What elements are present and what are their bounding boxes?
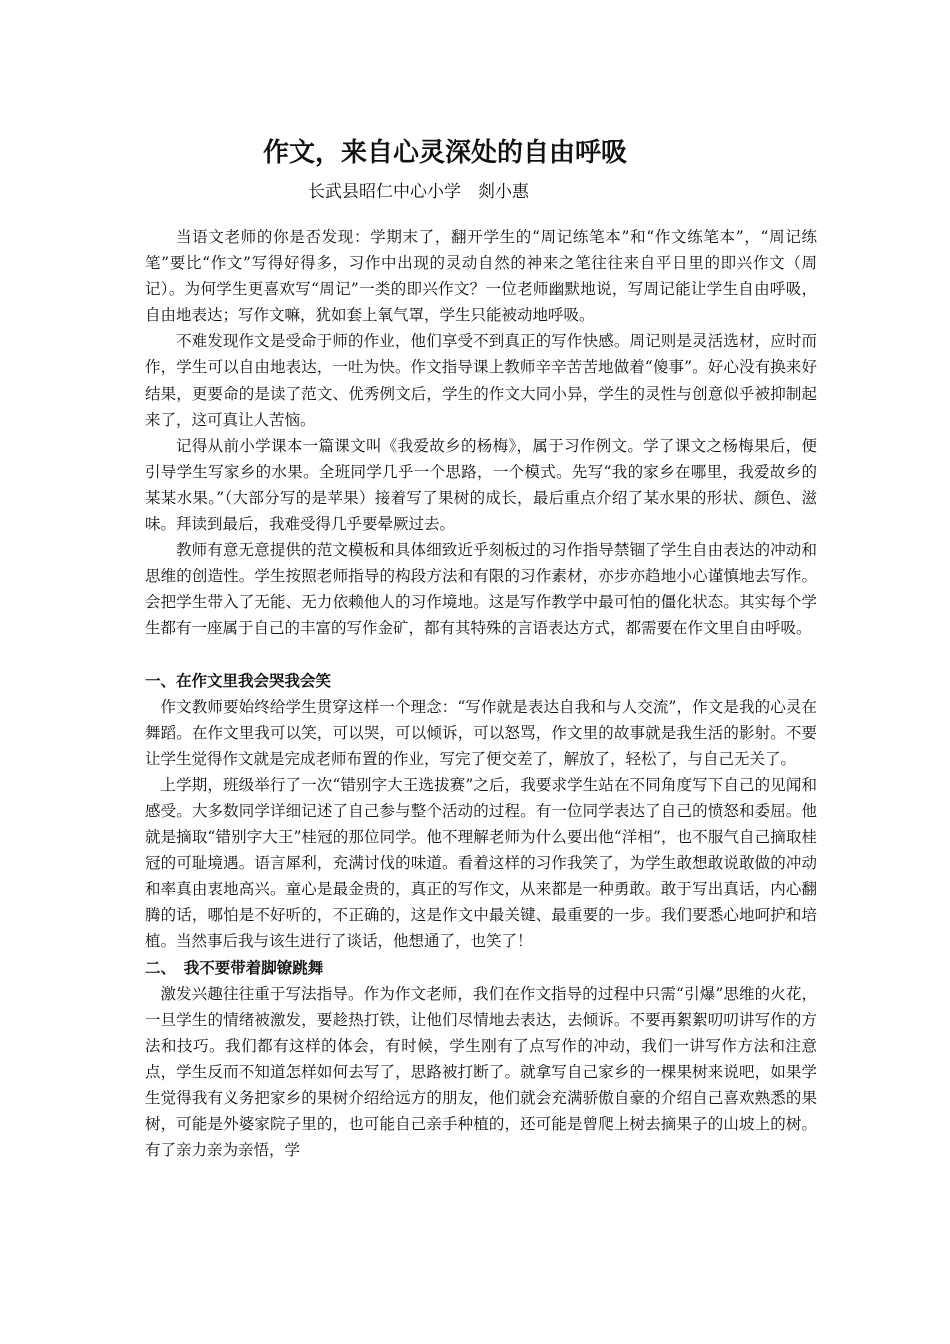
paragraph: 作文教师要始终给学生贯穿这样一个理念：“写作就是表达自我和与人交流”，作文是我的心灵在舞蹈。在作文里我可以笑，可以哭，可以倾诉，可以怒骂，作文里的故事就是我生活的影射。不要让学生觉得作文就是完成老师布置的作业，写完了便交差了，解放了，轻松了，与自己无关了。 <box>145 697 817 768</box>
author-line: 长武县昭仁中心小学 剡小惠 <box>308 182 529 202</box>
paragraph: 教师有意无意提供的范文模板和具体细致近乎刻板过的习作指导禁锢了学生自由表达的冲动和思维的创造性。学生按照老师指导的构段方法和有限的习作素材，亦步亦趋地小心谨慎地去写作。会把学生带入了无能、无力依赖他人的习作境地。这是写作教学中最可怕的僵化状态。其实每个学生都有一座属于自己的丰富的写作金矿，都有其特殊的言语表达方式，都需要在作文里自由呼吸。 <box>145 541 817 638</box>
document-body <box>145 224 817 1163</box>
paragraph: 上学期，班级举行了一次“错别字大王选拔赛”之后，我要求学生站在不同角度写下自己的见闻和感受。大多数同学详细记述了自己参与整个活动的过程。有一位同学表达了自己的愤怒和委屈。他就是摘取“错别字大王”桂冠的那位同学。他不理解老师为什么要出他“洋相”，也不服气自己摘取桂冠的可耻境遇。语言犀利，充满讨伐的味道。看着这样的习作我笑了，为学生敢想敢说敢做的冲动和率真由衷地高兴。童心是最金贵的，真正的写作文，从来都是一种勇敢。敢于写出真话，内心翻腾的话，哪怕是不好听的，不正确的，这是作文中最关键、最重要的一步。我们要悉心地呵护和培植。当然事后我与该生进行了谈话，他想通了，也笑了！ <box>145 775 817 951</box>
section-heading-2: 二、 我不要带着脚镣跳舞 <box>145 958 324 977</box>
paragraph: 当语文老师的你是否发现：学期末了，翻开学生的“周记练笔本”和“作文练笔本”，“周记练笔”要比“作文”写得好得多，习作中出现的灵动自然的神来之笔往往来自平日里的即兴作文（周记）。为何学生更喜欢写“周记”一类的即兴作文？一位老师幽默地说，写周记能让学生自由呼吸，自由地表达；写作文嘛，犹如套上氧气罩，学生只能被动地呼吸。 <box>145 228 817 325</box>
paragraph: 激发兴趣往往重于写法指导。作为作文老师，我们在作文指导的过程中只需“引爆”思维的火花，一旦学生的情绪被激发，要趁热打铁，让他们尽情地去表达，去倾诉。不要再絮絮叨叨讲写作的方法和技巧。我们都有这样的体会，有时候，学生刚有了点写作的冲动，我们一讲写作方法和注意点，学生反而不知道怎样如何去写了，思路被打断了。就拿写自己家乡的一棵果树来说吧，如果学生觉得我有义务把家乡的果树介绍给远方的朋友，他们就会充满骄傲自豪的介绍自己喜欢熟悉的果树，可能是外婆家院子里的，也可能自己亲手种植的，还可能是曾爬上树去摘果子的山坡上的树。有了亲力亲为亲悟，学 <box>145 984 817 1160</box>
document-title: 作文，来自心灵深处的自由呼吸 <box>262 138 627 168</box>
section-spacer <box>145 642 817 668</box>
section-heading-1: 一、在作文里我会哭我会笑 <box>145 671 332 690</box>
paragraph: 记得从前小学课本一篇课文叫《我爱故乡的杨梅》，属于习作例文。学了课文之杨梅果后，便引导学生写家乡的水果。全班同学几乎一个思路，一个模式。先写“我的家乡在哪里，我爱故乡的某某水果。”（大部分写的是苹果）接着写了果树的成长，最后重点介绍了某水果的形状、颜色、滋味。拜读到最后，我难受得几乎要晕厥过去。 <box>145 436 817 534</box>
paragraph: 不难发现作文是受命于师的作业，他们享受不到真正的写作快感。周记则是灵活选材，应时而作，学生可以自由地表达，一吐为快。作文指导课上教师辛辛苦苦地做着“傻事”。好心没有换来好结果，更要命的是读了范文、优秀例文后，学生的作文大同小异，学生的灵性与创意似乎被抑制起来了，这可真让人苦恼。 <box>145 332 817 429</box>
